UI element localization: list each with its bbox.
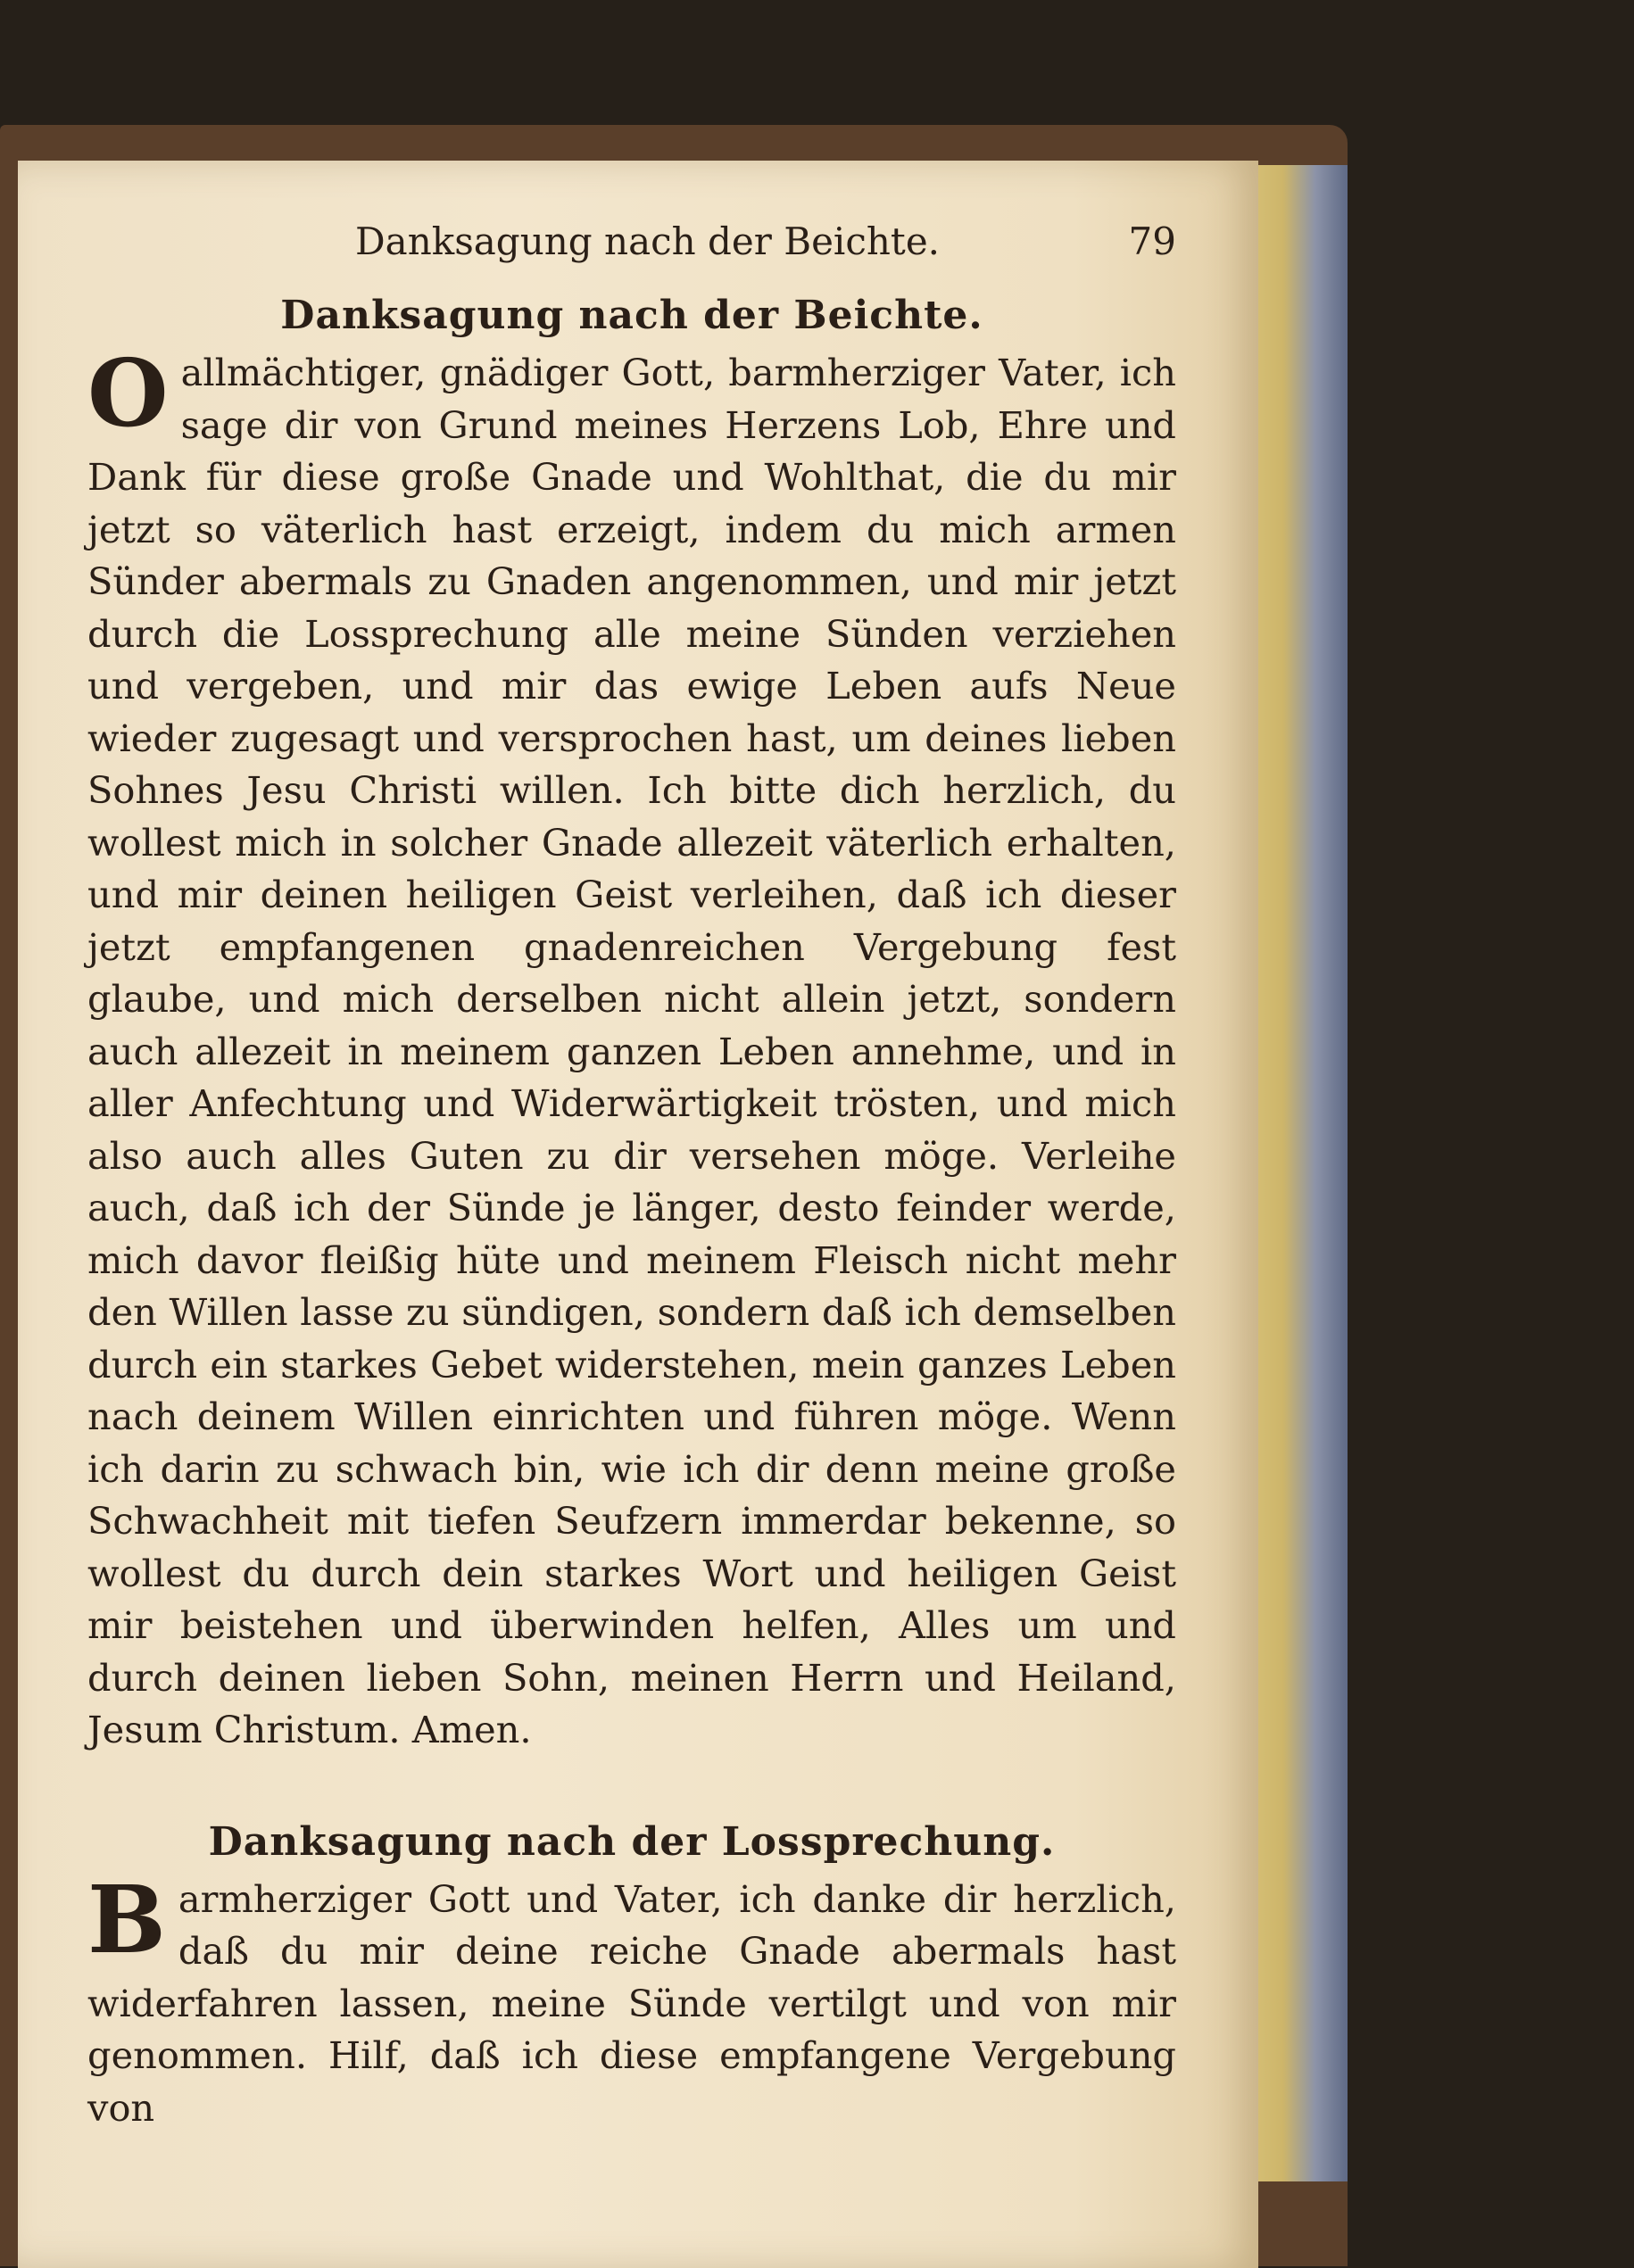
drop-cap: O <box>87 338 169 448</box>
book-page <box>18 161 1258 2268</box>
prayer-paragraph-lossprechung <box>87 1864 1176 2135</box>
text-block <box>87 214 1176 2134</box>
prayer-paragraph-beichte <box>87 338 1176 1757</box>
running-head-title: Danksagung nach der Beichte. <box>355 219 941 263</box>
page-number: 79 <box>1128 219 1176 263</box>
paragraph-text: armherziger Gott und Vater, ich danke dir herzlich, daß du mir deine reiche Gnade abermals hast widerfahren lassen, meine Sünde vertilgt und von mir genommen. Hilf, daß ich diese empfangene Vergebung von <box>87 1876 1176 2130</box>
running-head <box>87 214 1176 277</box>
section-heading-lossprechung: Danksagung nach der Lossprechung. <box>208 1818 1056 1865</box>
paragraph-text: allmächtiger, gnädiger Gott, barmherziger Vater, ich sage dir von Grund meines Herzens Lob, Ehre und Dank für diese große Gnade und Wohlthat, die du mir jetzt so väterlich hast erzeigt, indem du mich armen Sünder abermals zu Gnaden angenommen, und mir jetzt durch die Lossprechung alle meine Sünden verziehen und vergeben, und mir das ewige Leben aufs Neue wieder zugesagt und versprochen hast, um deines lieben Sohnes Jesu Christi willen. Ich bitte dich herzlich, du wollest mich in solcher Gnade allezeit väterlich erhalten, und mir deinen heiligen Geist verleihen, daß ich dieser jetzt empfangenen gnadenreichen Vergebung fest glaube, und mich derselben nicht allein jetzt, sondern auch allezeit in meinem ganzen Leben annehme, und in aller Anfechtung und Widerwärtigkeit trösten, und mich also auch alles Guten zu dir versehen möge. Verleihe auch, daß ich der Sünde je länger, desto feinder werde, mich davor fleißig hüte und meinem Fleisch nicht mehr den Willen lasse zu sündigen, sondern daß ich demselben durch ein starkes Gebet widerstehen, mein ganzes Leben nach deinem Willen einrichten und führen möge. Wenn ich darin zu schwach bin, wie ich dir denn meine große Schwachheit mit tiefen Seufzern immerdar bekenne, so wollest du durch dein starkes Wort und heiligen Geist mir beistehen und überwinden helfen, Alles um und durch deinen lieben Sohn, meinen Herrn und Heiland, Jesum Christum. Amen. <box>87 351 1176 1751</box>
drop-cap: B <box>87 1864 166 1974</box>
section-heading-beichte: Danksagung nach der Beichte. <box>280 293 983 338</box>
